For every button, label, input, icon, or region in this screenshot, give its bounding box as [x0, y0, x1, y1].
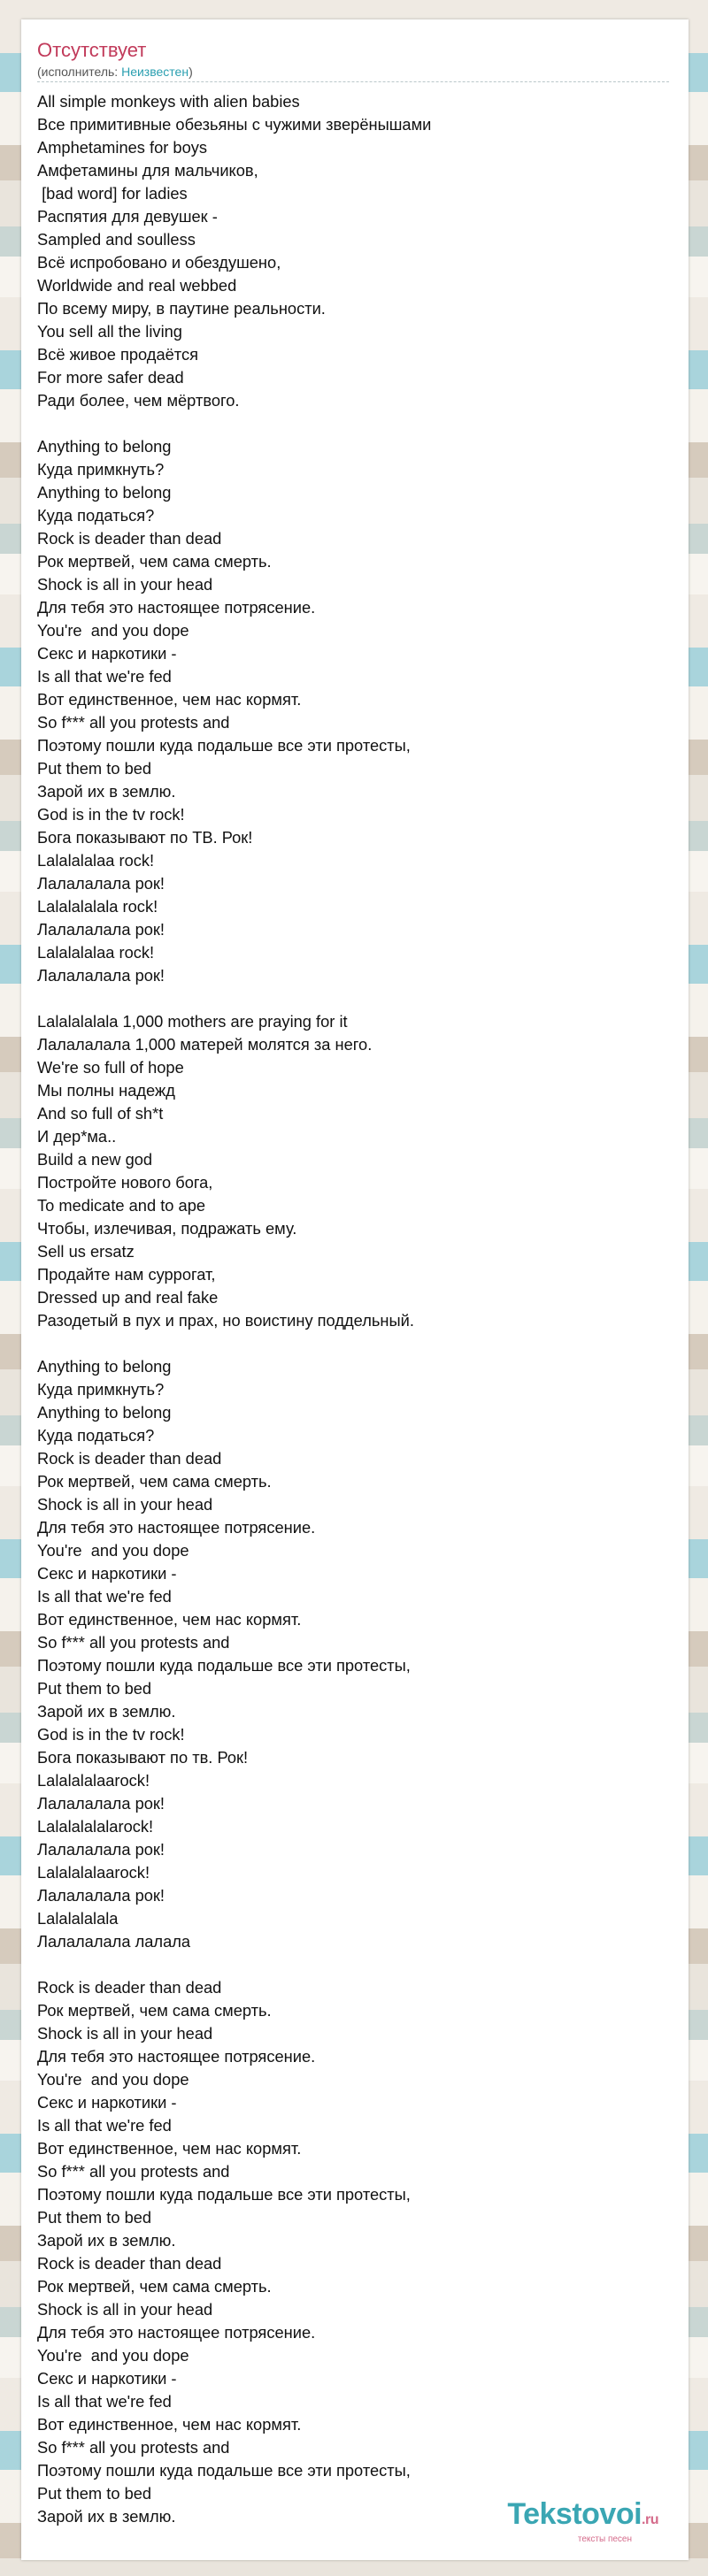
lyric-line: Секс и наркотики - — [37, 2093, 177, 2112]
lyric-line: Амфетамины для мальчиков, — [37, 161, 258, 180]
lyric-line: Dressed up and real fake — [37, 1288, 219, 1307]
lyrics-card — [21, 19, 689, 2560]
lyric-line: Для тебя это настоящее потрясение. — [37, 2047, 316, 2066]
lyric-line: So f*** all you protests and — [37, 1633, 230, 1652]
lyric-line: Lalalalalaa rock! — [37, 851, 155, 870]
lyric-line: Rock is deader than dead — [37, 1978, 222, 1997]
lyric-line: Shock is all in your head — [37, 1495, 213, 1514]
lyric-line: So f*** all you protests and — [37, 2438, 230, 2457]
lyric-line: Поэтому пошли куда подальше все эти протесты, — [37, 1656, 411, 1675]
lyric-line: Lalalalalaa rock! — [37, 943, 155, 962]
lyric-line: Лалалалала рок! — [37, 966, 165, 985]
song-title: Отсутствует — [37, 39, 147, 61]
lyric-line: Продайте нам суррогат, — [37, 1265, 216, 1284]
lyric-line: Поэтому пошли куда подальше все эти протесты, — [37, 2461, 411, 2480]
lyric-line: Для тебя это настоящее потрясение. — [37, 598, 316, 617]
lyric-line: You're and you dope — [37, 2070, 189, 2089]
lyric-line: Всё испробовано и обездушено, — [37, 253, 281, 272]
lyric-line: Для тебя это настоящее потрясение. — [37, 1518, 316, 1537]
lyric-line: Лалалалала рок! — [37, 920, 165, 939]
lyric-line: Рок мертвей, чем сама смерть. — [37, 552, 272, 571]
lyric-line: So f*** all you protests and — [37, 2162, 230, 2181]
lyric-line — [37, 987, 674, 1010]
lyrics-text — [37, 90, 674, 2528]
lyric-line: Лалалалала рок! — [37, 1886, 165, 1905]
lyric-line: Постройте нового бога, — [37, 1173, 213, 1192]
lyric-line: Зарой их в землю. — [37, 2507, 176, 2526]
lyric-line — [37, 412, 674, 435]
lyric-line: Is all that we're fed — [37, 2116, 172, 2135]
lyric-line: Бога показывают по ТВ. Рок! — [37, 828, 253, 847]
logo-name: Tekstovoi — [507, 2497, 643, 2531]
lyric-line: Всё живое продаётся — [37, 345, 198, 364]
lyric-line: Anything to belong — [37, 1357, 172, 1376]
lyric-line: Lalalalalaarock! — [37, 1771, 150, 1790]
lyric-line: И дер*ма.. — [37, 1127, 117, 1146]
artist-prefix: (исполнитель: — [37, 65, 122, 79]
logo-tld: .ru — [642, 2512, 658, 2527]
artist-line — [37, 64, 193, 80]
lyric-line: Вот единственное, чем нас кормят. — [37, 690, 302, 709]
lyric-line: Рок мертвей, чем сама смерть. — [37, 2277, 272, 2296]
lyric-line: Anything to belong — [37, 483, 172, 502]
lyric-line: Lalalalalalarock! — [37, 1817, 154, 1836]
lyric-line: You sell all the living — [37, 322, 182, 341]
lyric-line: We're so full of hope — [37, 1058, 184, 1077]
lyric-line: Куда примкнуть? — [37, 460, 165, 479]
lyric-line: Все примитивные обезьяны с чужими зверёнышами — [37, 115, 432, 134]
lyric-line: You're and you dope — [37, 621, 189, 640]
lyric-line: Anything to belong — [37, 1403, 172, 1422]
lyric-line: Put them to bed — [37, 2208, 152, 2227]
lyric-line — [37, 1953, 674, 1976]
lyric-line: Is all that we're fed — [37, 667, 172, 686]
lyric-line: Бога показывают по тв. Рок! — [37, 1748, 249, 1767]
lyric-line: Rock is deader than dead — [37, 529, 222, 548]
lyric-line: God is in the tv rock! — [37, 1725, 185, 1744]
logo-tagline: тексты песен — [577, 2534, 632, 2544]
lyric-line: Секс и наркотики - — [37, 1564, 177, 1583]
lyric-line: Put them to bed — [37, 1679, 152, 1698]
artist-link[interactable]: Неизвестен — [121, 65, 189, 79]
lyric-line: You're and you dope — [37, 2346, 189, 2365]
lyric-line: Секс и наркотики - — [37, 2369, 177, 2388]
lyric-line: Shock is all in your head — [37, 2300, 213, 2319]
lyric-line: Лалалалала рок! — [37, 1794, 165, 1813]
lyric-line: Куда податься? — [37, 1426, 155, 1445]
lyric-line: Put them to bed — [37, 2484, 152, 2503]
lyric-line: So f*** all you protests and — [37, 713, 230, 732]
lyric-line: Куда примкнуть? — [37, 1380, 165, 1399]
header-divider — [37, 81, 669, 82]
lyric-line: Рок мертвей, чем сама смерть. — [37, 1472, 272, 1491]
lyric-line: Rock is deader than dead — [37, 2254, 222, 2273]
lyric-line: Поэтому пошли куда подальше все эти протесты, — [37, 736, 411, 755]
lyric-line: Lalalalalala rock! — [37, 897, 158, 916]
logo-wordmark — [507, 2498, 658, 2536]
lyric-line: God is in the tv rock! — [37, 805, 185, 824]
lyric-line: To medicate and to ape — [37, 1196, 206, 1215]
lyric-line: [bad word] for ladies — [37, 184, 188, 203]
lyric-line: Поэтому пошли куда подальше все эти протесты, — [37, 2185, 411, 2204]
lyric-line: Чтобы, излечивая, подражать ему. — [37, 1219, 297, 1238]
lyric-line: Lalalalalaarock! — [37, 1863, 150, 1882]
lyric-line: Lalalalalala — [37, 1909, 119, 1928]
lyric-line: Вот единственное, чем нас кормят. — [37, 1610, 302, 1629]
lyric-line: Shock is all in your head — [37, 2024, 213, 2043]
lyric-line: Amphetamines for boys — [37, 138, 208, 157]
lyric-line: Разодетый в пух и прах, но воистину поддельный. — [37, 1311, 414, 1330]
lyric-line: Лалалалала рок! — [37, 874, 165, 893]
lyric-line: You're and you dope — [37, 1541, 189, 1560]
lyric-line: Ради более, чем мёртвого. — [37, 391, 240, 410]
lyric-line: And so full of sh*t — [37, 1104, 164, 1123]
lyric-line: Распятия для девушек - — [37, 207, 218, 226]
lyric-line — [37, 1332, 674, 1355]
lyric-line: Sell us ersatz — [37, 1242, 135, 1261]
lyric-line: Лалалалала рок! — [37, 1840, 165, 1859]
lyric-line: Shock is all in your head — [37, 575, 213, 594]
lyric-line: Rock is deader than dead — [37, 1449, 222, 1468]
lyric-line: Sampled and soulless — [37, 230, 196, 249]
lyric-line: Рок мертвей, чем сама смерть. — [37, 2001, 272, 2020]
lyric-line: Put them to bed — [37, 759, 152, 778]
lyric-line: Лалалалала лалала — [37, 1932, 191, 1951]
lyric-line: Куда податься? — [37, 506, 155, 525]
lyric-line: Зарой их в землю. — [37, 782, 176, 801]
lyric-line: Worldwide and real webbed — [37, 276, 237, 295]
lyric-line: Build a new god — [37, 1150, 153, 1169]
lyric-line: Lalalalalala 1,000 mothers are praying for it — [37, 1012, 348, 1031]
lyric-line: Лалалалала 1,000 матерей молятся за него. — [37, 1035, 373, 1054]
lyric-line: Мы полны надежд — [37, 1081, 175, 1100]
lyric-line: For more safer dead — [37, 368, 184, 387]
lyric-line: По всему миру, в паутине реальности. — [37, 299, 326, 318]
lyric-line: Зарой их в землю. — [37, 2231, 176, 2250]
lyric-line: Зарой их в землю. — [37, 1702, 176, 1721]
lyric-line: Секс и наркотики - — [37, 644, 177, 663]
lyric-line: Вот единственное, чем нас кормят. — [37, 2139, 302, 2158]
lyric-line: All simple monkeys with alien babies — [37, 92, 300, 111]
site-logo[interactable] — [507, 2498, 658, 2544]
lyric-line: Is all that we're fed — [37, 1587, 172, 1606]
lyric-line: Anything to belong — [37, 437, 172, 456]
lyric-line: Для тебя это настоящее потрясение. — [37, 2323, 316, 2342]
lyric-line: Вот единственное, чем нас кормят. — [37, 2415, 302, 2434]
artist-suffix: ) — [189, 65, 193, 79]
lyric-line: Is all that we're fed — [37, 2392, 172, 2411]
